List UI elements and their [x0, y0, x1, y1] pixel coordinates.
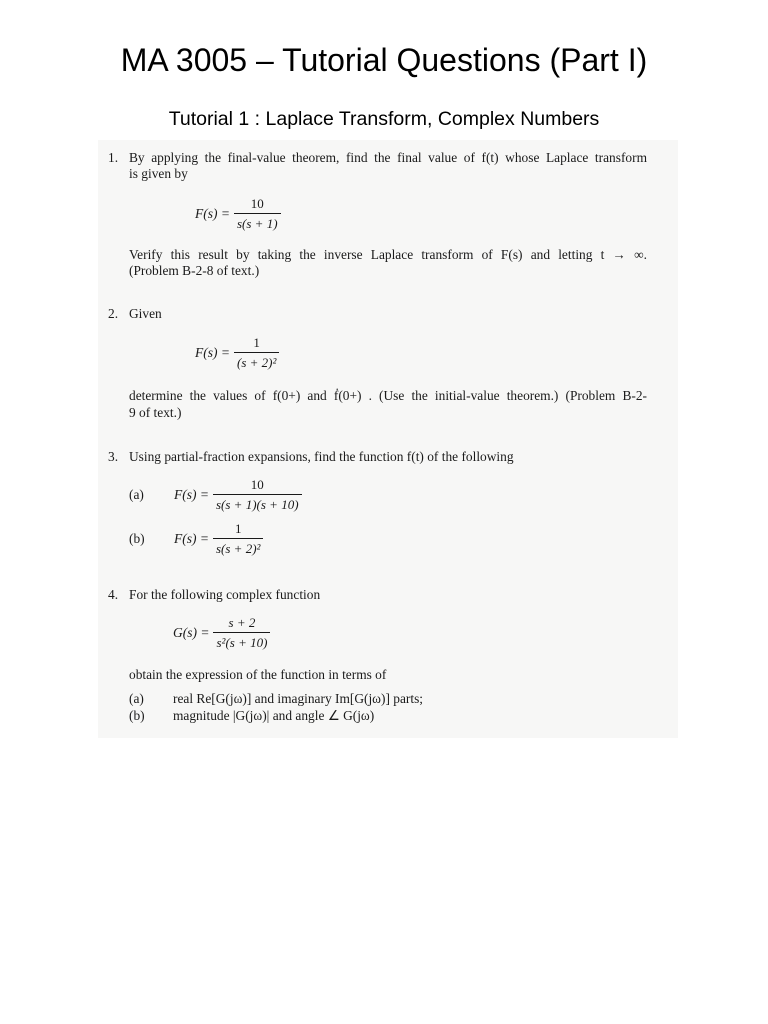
- tutorial-subtitle: Tutorial 1 : Laplace Transform, Complex Numbers: [168, 108, 600, 130]
- q4-eq-fraction: [213, 615, 270, 651]
- q4-b-text: magnitude |G(jω)| and angle ∠ G(jω): [173, 708, 375, 723]
- q1-line-1: By applying the final-value theorem, find the final value of f(t) whose Laplace transform: [129, 150, 647, 165]
- q2-eq-fraction: [234, 335, 279, 371]
- q4-line-1: For the following complex function: [129, 587, 321, 602]
- q3-number: 3.: [108, 449, 119, 464]
- q1-eq-numerator: 10: [250, 196, 264, 211]
- q3-b-denominator: s(s + 2)²: [213, 538, 263, 557]
- q2-eq-denominator: (s + 2)²: [234, 352, 279, 371]
- page-title: MA 3005 – Tutorial Questions (Part I): [120, 42, 648, 78]
- q1-equation: [195, 196, 281, 232]
- q1-eq-denominator: s(s + 1): [234, 213, 281, 232]
- q2-line-2: determine the values of f(0+) and ḟ(0+) . (Use the initial-value theorem.) (Problem B-2-: [129, 388, 647, 403]
- q1-number: 1.: [108, 150, 119, 165]
- q4-number: 4.: [108, 587, 119, 602]
- q3-b-label: (b): [129, 531, 145, 546]
- q1-line-4: (Problem B-2-8 of text.): [129, 263, 260, 278]
- q4-eq-denominator: s²(s + 10): [213, 632, 270, 651]
- q3-a-lhs: F(s) =: [174, 487, 209, 502]
- q4-line-2: obtain the expression of the function in terms of: [129, 667, 387, 682]
- q2-equation: [195, 335, 279, 371]
- q2-number: 2.: [108, 306, 119, 321]
- q3-line-1: Using partial-fraction expansions, find the function f(t) of the following: [129, 449, 514, 464]
- q2-line-1: Given: [129, 306, 162, 321]
- q4-eq-numerator: s + 2: [228, 615, 256, 630]
- q4-a-label: (a): [129, 691, 144, 706]
- q3-b-lhs: F(s) =: [174, 531, 209, 546]
- q3-a-numerator: 10: [250, 477, 264, 492]
- q4-eq-lhs: G(s) =: [173, 625, 210, 640]
- q2-line-3: 9 of text.): [129, 405, 182, 420]
- q4-b-label: (b): [129, 708, 145, 723]
- q1-eq-fraction: [234, 196, 281, 232]
- q1-eq-lhs: F(s) =: [195, 206, 230, 221]
- q1-line-2: is given by: [129, 166, 188, 181]
- q3-a-fraction: [213, 477, 302, 513]
- q3-b-fraction: [213, 521, 263, 557]
- q2-eq-lhs: F(s) =: [195, 345, 230, 360]
- q3-a-denominator: s(s + 1)(s + 10): [213, 494, 302, 513]
- q4-a-text: real Re[G(jω)] and imaginary Im[G(jω)] parts;: [173, 691, 424, 706]
- q2-eq-numerator: 1: [253, 335, 260, 350]
- q4-equation: [173, 615, 270, 651]
- q3-b-numerator: 1: [234, 521, 242, 536]
- q3-b-equation: [174, 521, 263, 557]
- q1-line-3: Verify this result by taking the inverse Laplace transform of F(s) and letting t → ∞.: [129, 247, 647, 262]
- q3-a-label: (a): [129, 487, 144, 502]
- q3-a-equation: [174, 477, 302, 513]
